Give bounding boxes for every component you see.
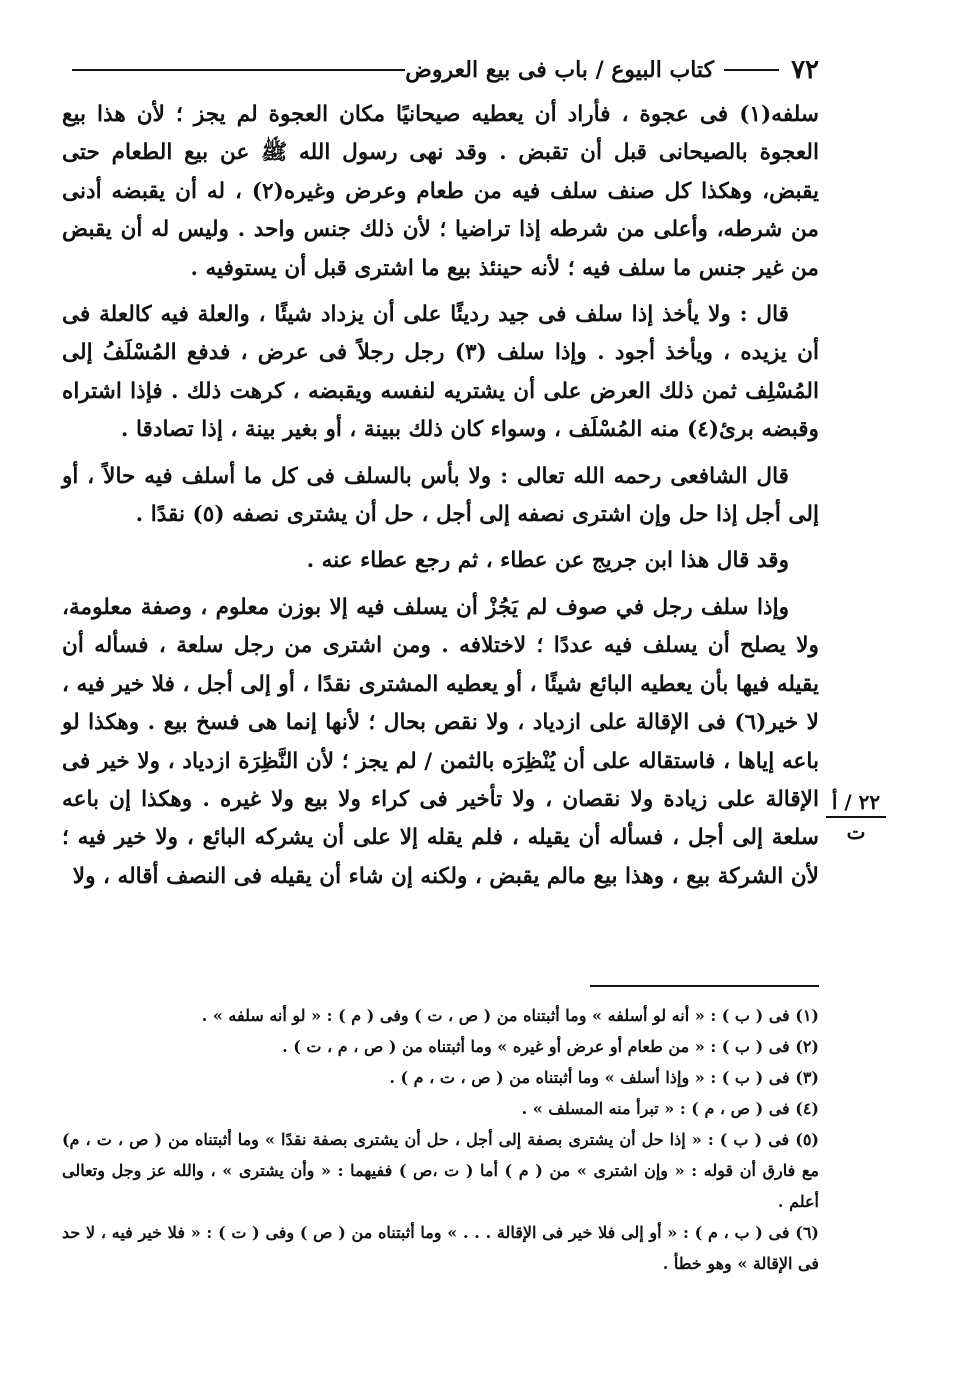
paragraph-3 [62,458,819,535]
paragraph-5 [62,589,819,896]
paragraph-text: سلفه(١) فى عجوة ، فأراد أن يعطيه صيحانيًا مكان العجوة لم يجز ؛ لأن هذا بيع العجوة بالصيحانى قبل أن تقبض . وقد نهى رسول الله ﷺ عن بيع الطعام حتى يقبض، وهكذا كل صنف سلف فيه من طعام وعرض وغيره(٢) ، له أن يقبضه أدنى من شرطه، وأعلى من شرطه إذا تراضيا ؛ لأن ذلك جنس واحد . وليس له أن يقبض من غير جنس ما سلف فيه ؛ لأنه حينئذ بيع ما اشترى قبل أن يستوفيه . [62,102,820,281]
paragraph-lead: قال الشافعى [670,463,789,489]
footnote-6: (٦) فى ( ب ، م ) : « أو إلى فلا خير فى الإقالة . . . » وما أثبتناه من ( ص ) وفى ( ت ) : « فلا خير فيه ، لا حد فى الإقالة » وهو خطأ . [62,1223,819,1273]
header-rule [72,69,405,71]
paragraph-text: رحمه الله تعالى : ولا بأس بالسلف فى كل ما أسلف فيه حالاً ، أو إلى أجل إذا حل وإن اشترى نصفه إلى أجل ، حل أن يشترى نصفه (٥) نقدًا . [62,463,819,528]
footnote-3: (٣) فى ( ب ) : « وإذا أسلف » وما أثبتناه من ( ص ، ت ، م ) . [389,1068,819,1087]
folio-ref: ٢٢ / أ [826,790,886,818]
paragraph-text: وإذا سلف رجل في صوف لم يَجُزْ أن يسلف فيه إلا بوزن معلوم ، وصفة معلومة، ولا يصلح أن يسلف فيه عددًا ؛ لاختلافه . ومن اشترى من رجل سلعة ، فسأله أن يقيله فيها بأن يعطيه البائع شيئًا ، أو يعطيه المشترى نقدًا ، أو إلى أجل ، فلا خير فيه ، لا خير(٦) فى الإقالة على ازدياد ، ولا نقص بحال ؛ لأنها إنما هى فسخ بيع . وهكذا لو باعه إياها ، فاستقاله على أن يُنْظِرَه بالثمن / لم يجز ؛ لأن النَّظِرَة ازدياد ، ولا خير فى الإقالة على زيادة ولا نقصان ، ولا تأخير فى كراء ولا بيع ولا غيره . وهكذا إن باعه سلعة إلى أجل ، فسأله أن يقيله ، فلم يقله إلا على أن يشركه البائع ، ولا خير فيه ؛ لأن الشركة بيع ، وهذا بيع مالم يقبض ، ولكنه إن شاء أن يقيله فى النصف أقاله ، ولا [62,594,819,889]
header-rule-short [724,69,779,71]
manuscript-folio-note [826,790,886,844]
running-title: كتاب البيوع / باب فى بيع العروض [405,57,715,83]
folio-manuscript-siglum: ت [846,820,866,844]
footnote-1: (١) فى ( ب ) : « أنه لو أسلفه » وما أثبتناه من ( ص ، ت ) وفى ( م ) : « لو أنه سلفه » . [201,1006,819,1025]
paragraph-4 [62,542,819,580]
footnote-4: (٤) فى ( ص ، م ) : « تبرأ منه المسلف » . [521,1099,819,1118]
page-number: ٧٢ [791,55,819,85]
page-header [62,50,819,90]
paragraph-2 [62,296,819,450]
paragraph-text: ولا يأخذ إذا سلف فى جيد رديئًا على أن يزداد شيئًا ، والعلة فيه كالعلة فى أن يزيده ، ويأخذ أجود . وإذا سلف (٣) رجل رجلاً فى عرض ، فدفع المُسْلَفُ إلى المُسْلِف ثمن ذلك العرض على أن يشتريه لنفسه ويقبضه ، كرهت ذلك . فإذا اشتراه وقبضه برئ(٤) منه المُسْلَف ، وسواء كان ذلك ببينة ، أو بغير بينة ، إذا تصادقا . [62,302,819,443]
footnote-5: (٥) فى ( ب ) : « إذا حل أن يشترى بصفة إلى أجل ، حل أن يشترى بصفة نقدًا » وما أثبتناه من ( ص ، ت ، م) مع فارق أن قوله : « وإن اشترى » من ( م ) أما ( ت ،ص ) ففيهما : « وأن يشترى » ، والله عز وجل وتعالى أعلم . [62,1130,819,1211]
paragraph-1 [62,96,819,288]
footnotes [62,1000,819,1279]
paragraph-text: وقد قال هذا ابن جريج عن عطاء ، ثم رجع عطاء عنه . [306,548,789,574]
main-text [62,96,819,904]
footnote-2: (٢) فى ( ب ) : « من طعام أو عرض أو غيره » وما أثبتناه من ( ص ، م ، ت ) . [282,1037,819,1056]
footnote-separator [590,985,819,987]
paragraph-lead: قال : [739,302,789,328]
